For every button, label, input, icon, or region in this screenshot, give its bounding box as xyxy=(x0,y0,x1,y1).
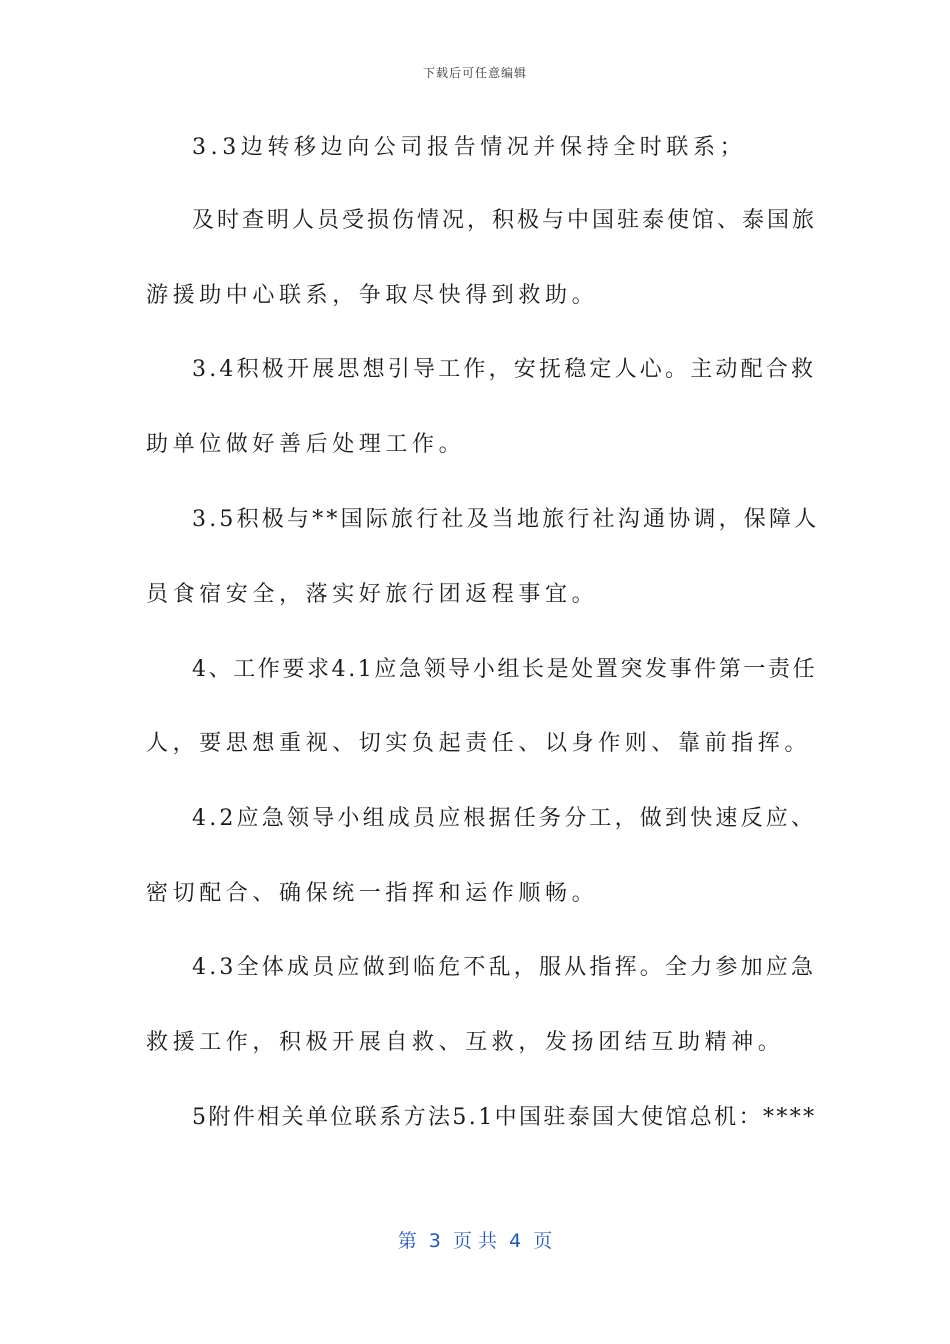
text-line: 3.5积极与**国际旅行社及当地旅行社沟通协调，保障人 xyxy=(192,507,820,532)
page-number-footer: 第 3 页 共 4 页 xyxy=(397,1230,553,1252)
text-line: 4、工作要求4.1应急领导小组长是处置突发事件第一责任 xyxy=(192,657,818,682)
text-line: 密切配合、确保统一指挥和运作顺畅。 xyxy=(146,881,599,906)
text-line: 3.4积极开展思想引导工作，安抚稳定人心。主动配合救 xyxy=(192,357,817,382)
text-line: 人，要思想重视、切实负起责任、以身作则、靠前指挥。 xyxy=(146,731,812,756)
text-line: 助单位做好善后处理工作。 xyxy=(146,432,466,457)
text-line: 5附件相关单位联系方法5.1中国驻泰国大使馆总机：**** xyxy=(192,1105,817,1130)
text-line: 救援工作，积极开展自救、互救，发扬团结互助精神。 xyxy=(146,1030,785,1055)
text-line: 游援助中心联系，争取尽快得到救助。 xyxy=(146,283,599,308)
text-line: 4.3全体成员应做到临危不乱，服从指挥。全力参加应急 xyxy=(192,955,817,980)
text-line: 4.2应急领导小组成员应根据任务分工，做到快速反应、 xyxy=(192,806,817,831)
text-line: 员食宿安全，落实好旅行团返程事宜。 xyxy=(146,582,599,607)
text-line: 3.3边转移边向公司报告情况并保持全时联系； xyxy=(192,135,747,160)
header-note: 下载后可任意编辑 xyxy=(422,66,527,80)
text-line: 及时查明人员受损伤情况，积极与中国驻泰使馆、泰国旅 xyxy=(192,208,818,233)
